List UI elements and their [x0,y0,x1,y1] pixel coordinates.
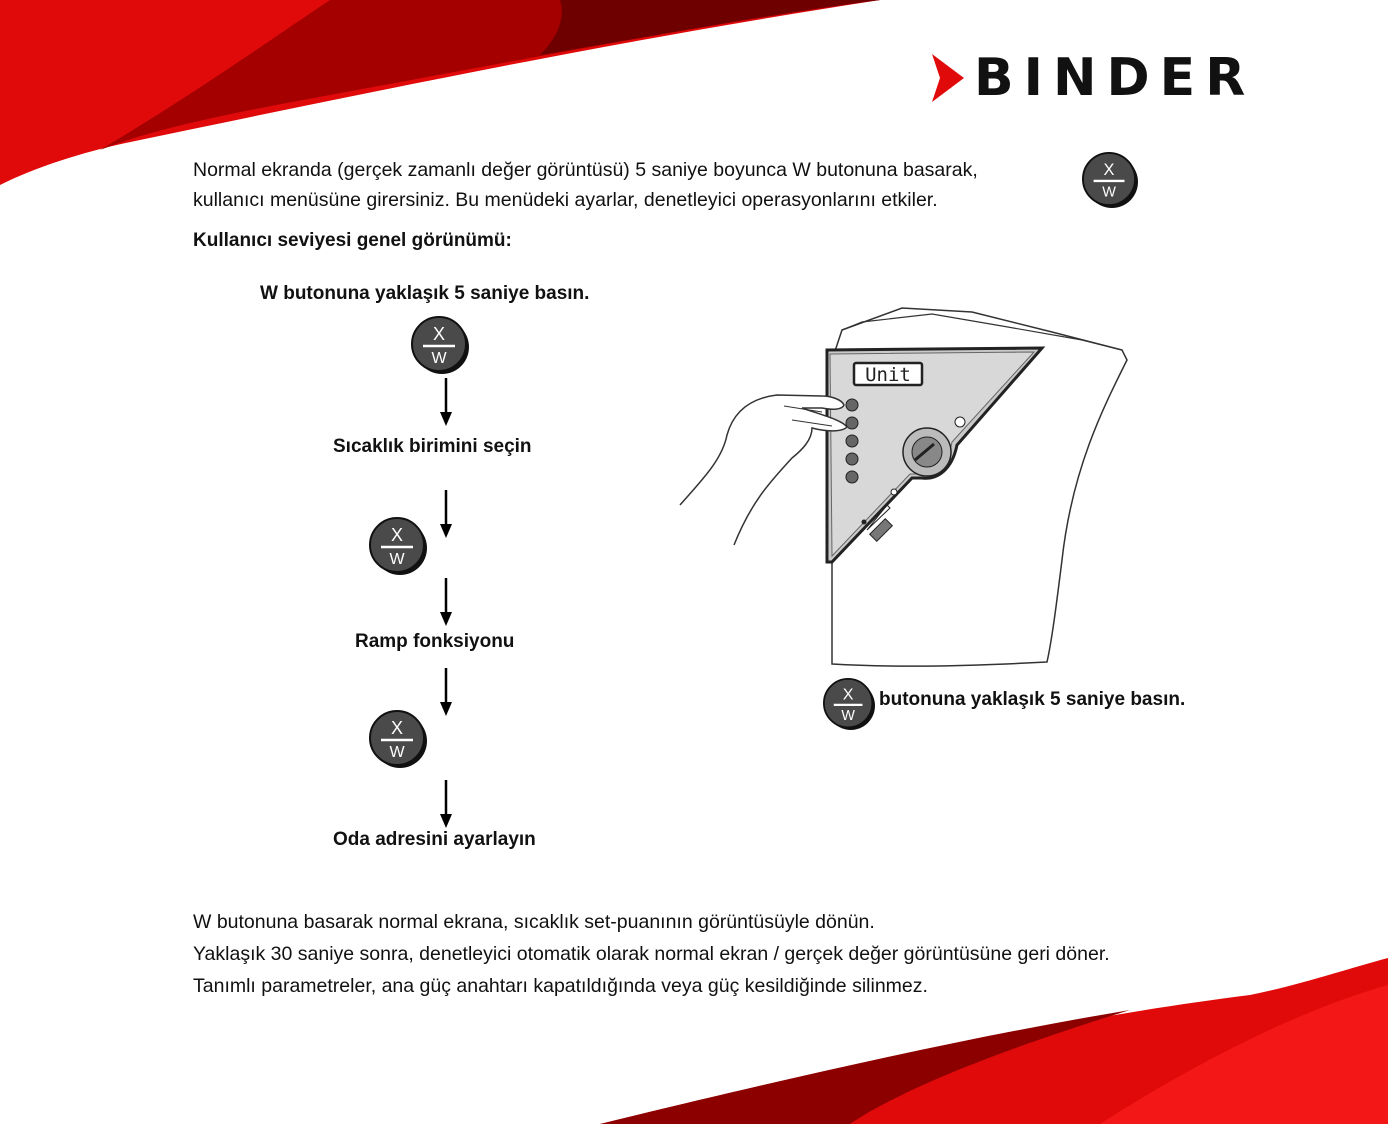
svg-text:W: W [431,350,447,367]
xw-button-icon [823,678,875,730]
flow-step-3: Ramp fonksiyonu [355,631,515,652]
brand-arrow-icon [930,52,966,104]
arrow-down-icon [440,378,452,426]
outro-line-2: Yaklaşık 30 saniye sonra, denetleyici otomatik olarak normal ekran / gerçek değer görüntüsüne geri döner. [193,943,1110,965]
svg-text:X: X [390,718,404,738]
xw-button-icon [369,710,427,768]
outro-line-1: W butonuna basarak normal ekrana, sıcaklık set-puanının görüntüsüyle dönün. [193,911,875,933]
arrow-down-icon [440,780,452,828]
svg-text:X: X [842,685,854,704]
outro-line-3: Tanımlı parametreler, ana güç anahtarı kapatıldığında veya güç kesildiğinde silinmez. [193,975,928,997]
svg-text:W: W [389,744,405,761]
intro-text [193,155,1073,215]
brand-name: BINDER [974,48,1256,108]
intro-line-2: kullanıcı menüsüne girersiniz. Bu menüdeki ayarlar, denetleyici operasyonlarını etkiler. [193,189,938,211]
flow-step-1: W butonuna yaklaşık 5 saniye basın. [260,283,590,304]
intro-line-1: Normal ekranda (gerçek zamanlı değer görüntüsü) 5 saniye boyunca W butonuna basarak, [193,159,978,181]
device-caption: butonuna yaklaşık 5 saniye basın. [879,689,1186,710]
svg-text:X: X [432,324,446,344]
svg-text:X: X [390,525,404,545]
arrow-down-icon [440,668,452,716]
xw-button-icon [1082,152,1138,208]
svg-text:W: W [389,551,405,568]
arrow-down-icon [440,490,452,538]
svg-text:W: W [841,708,855,725]
svg-text:W: W [1102,184,1116,201]
xw-button-icon [411,316,469,374]
svg-text:Unit: Unit [865,364,911,386]
outro-text [193,906,1293,1002]
controller-illustration [672,300,1142,672]
arrow-down-icon [440,578,452,626]
binder-logo [930,48,1255,108]
overview-heading: Kullanıcı seviyesi genel görünümü: [193,230,512,251]
xw-button-icon [369,517,427,575]
svg-text:X: X [1103,161,1115,180]
flow-step-4: Oda adresini ayarlayın [333,829,536,850]
flow-step-2: Sıcaklık birimini seçin [333,436,532,457]
